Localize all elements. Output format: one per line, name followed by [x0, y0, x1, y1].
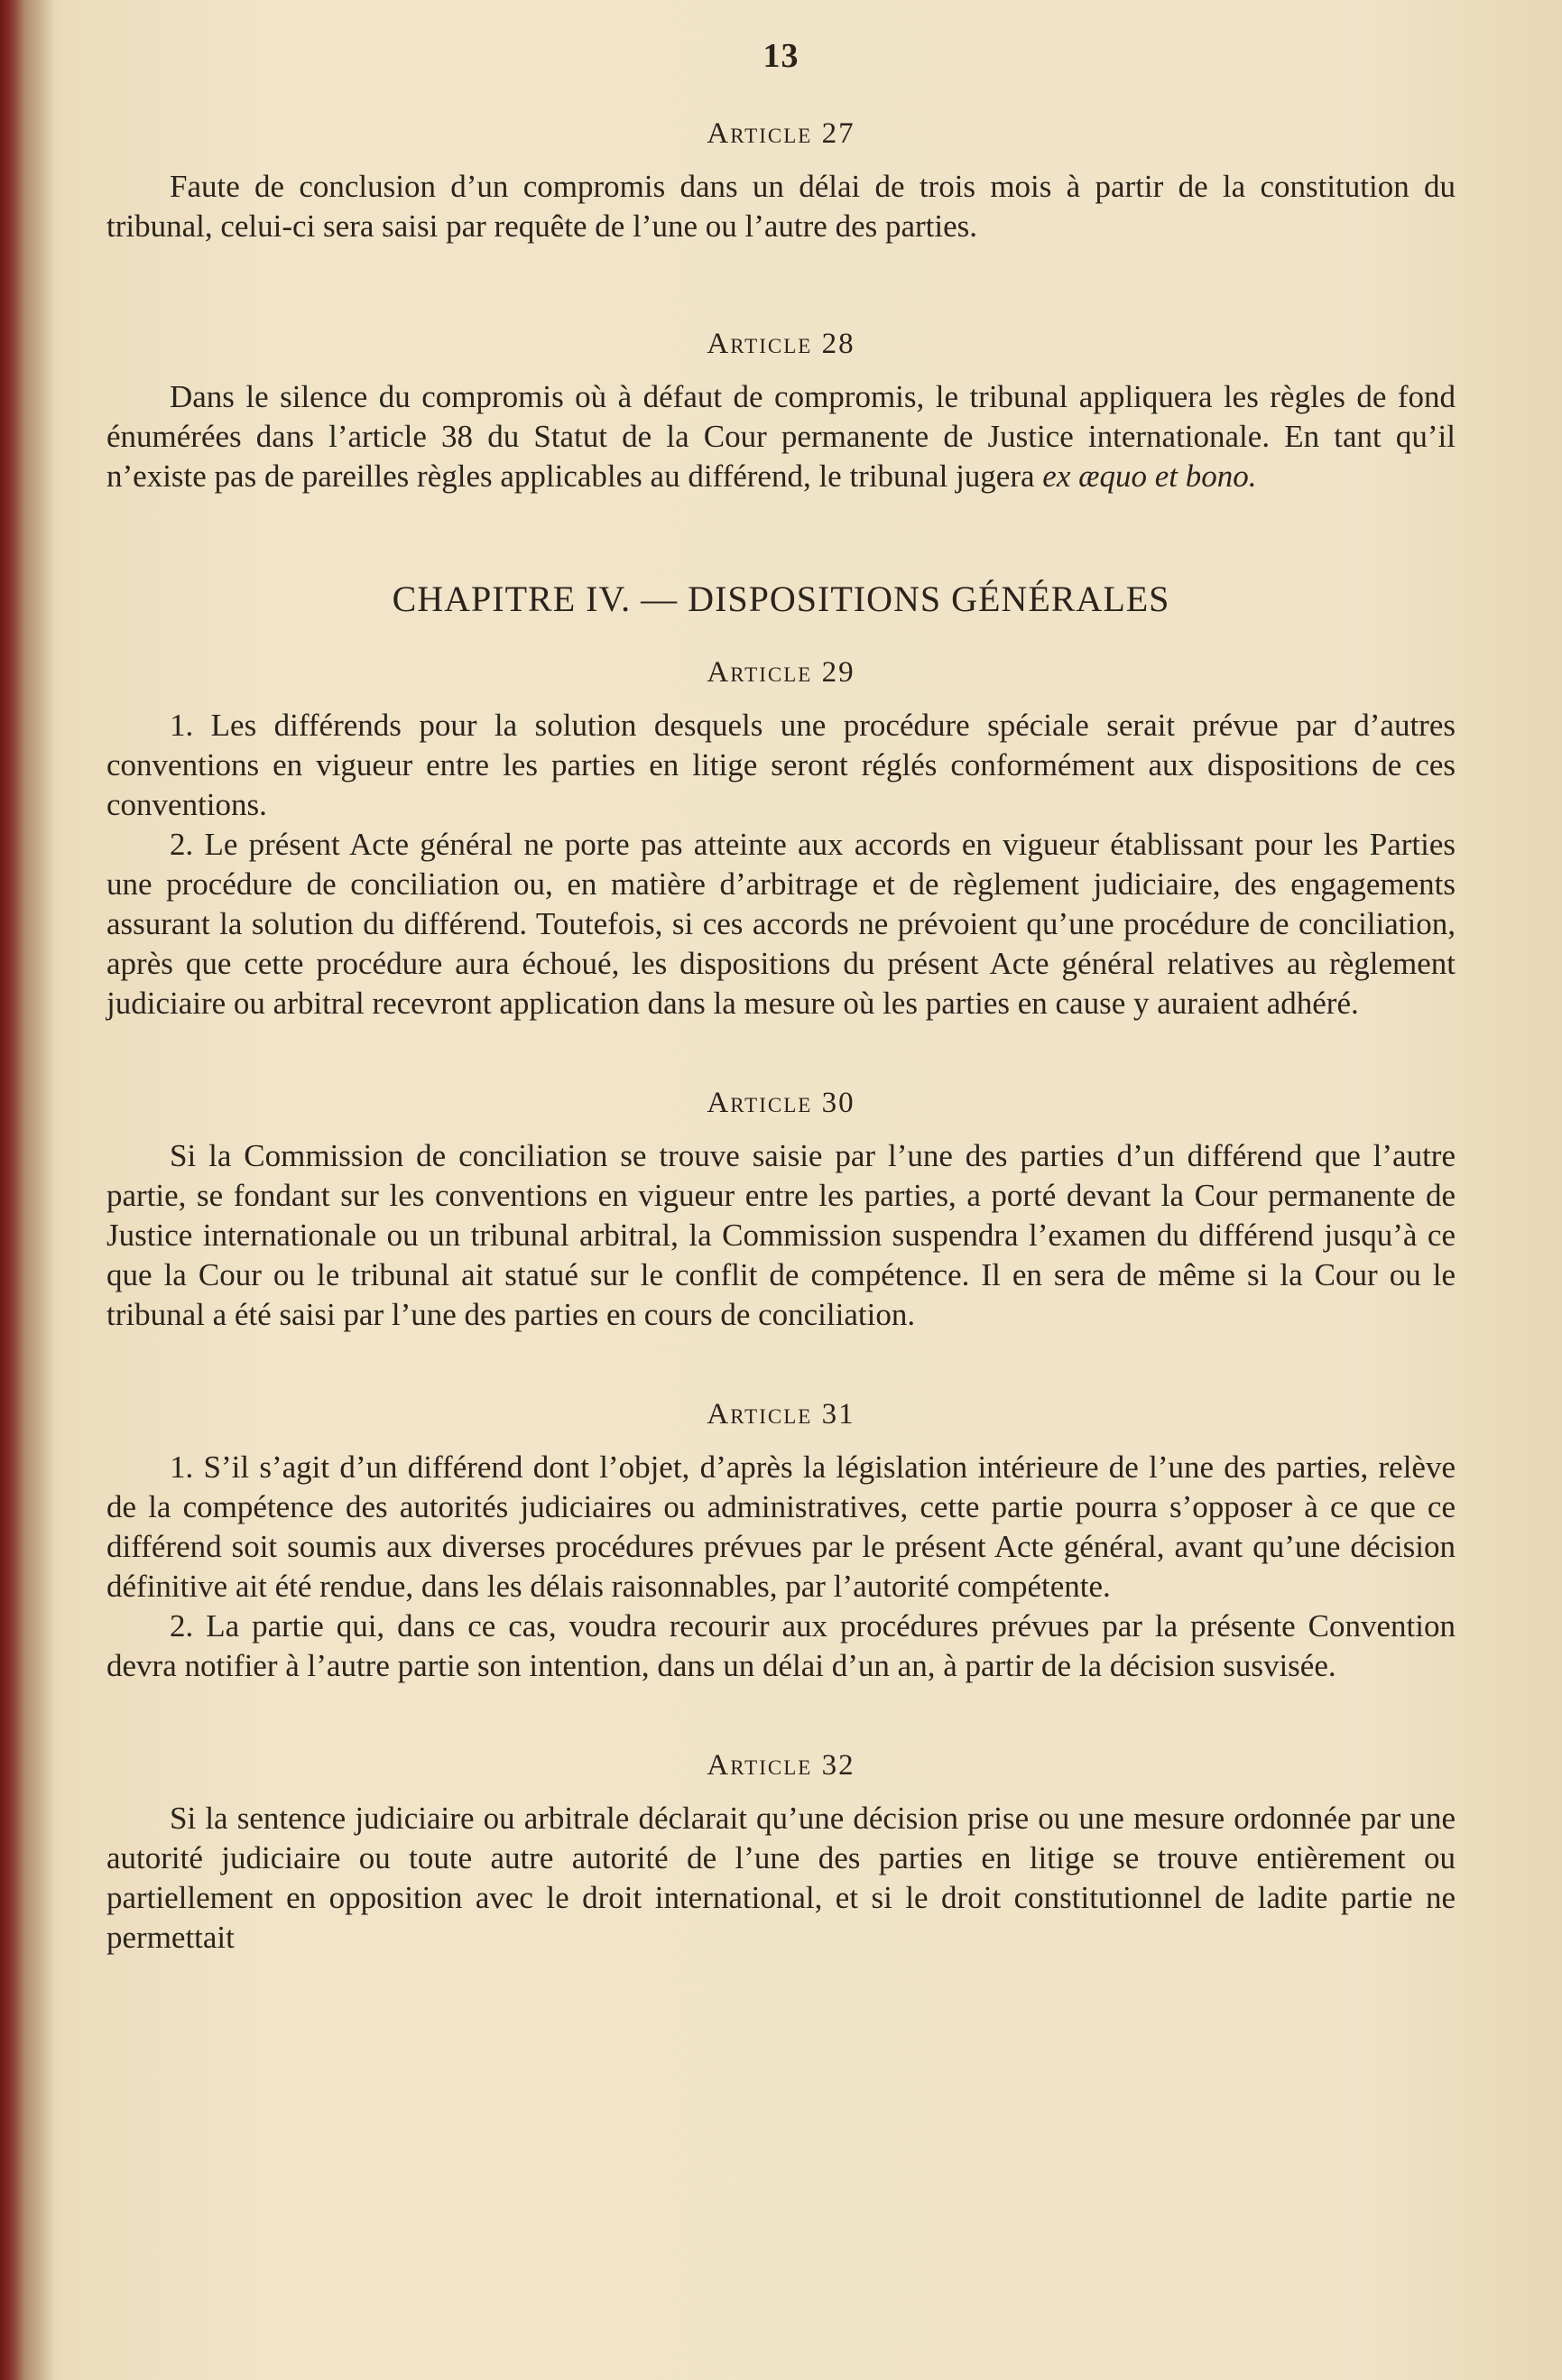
article-paragraph: Si la sentence judiciaire ou arbitrale déclarait qu’une décision prise ou une mesure ordonnée par une autorité judiciaire ou toute autre autorité de l’une des parties en litige se trouve entièrement ou partiellement en opposition avec le droit international, et si le droit constitutionnel de ladite partie ne permettait — [106, 1801, 1456, 1955]
article-title: Article 28 — [707, 328, 855, 360]
article-paragraph: 2. Le présent Acte général ne porte pas atteinte aux accords en vigueur établissant pour les Parties une procédure de conciliation ou, en matière d’arbitrage et de règlement judiciaire, des engagements assurant la solution du différend. Toutefois, si ces accords ne prévoient qu’une procédure de conciliation, après que cette procédure aura échoué, les dispositions du présent Acte général relatives au règlement judiciaire ou arbitral recevront application dans la mesure où les parties en cause y auraient adhéré. — [106, 827, 1456, 1021]
article-title: Article 30 — [707, 1087, 855, 1119]
article-paragraph: Faute de conclusion d’un compromis dans un délai de trois mois à partir de la constitution du tribunal, celui-ci sera saisi par requête de l’une ou l’autre des parties. — [106, 169, 1456, 244]
page-content — [106, 36, 1456, 1958]
article-title: Article 31 — [707, 1398, 855, 1431]
article-title: Article 32 — [707, 1749, 855, 1782]
article-paragraph: Si la Commission de conciliation se trouve saisie par l’une des parties d’un différend que l’autre partie, se fondant sur les conventions en vigueur entre les parties, a porté devant la Cour permanente de Justice internationale ou un tribunal arbitral, la Commission suspendra l’examen du différend jusqu’à ce que la Cour ou le tribunal ait statué sur le conflit de compétence. Il en sera de même si la Cour ou le tribunal a été saisi par l’une des parties en cours de conciliation. — [106, 1138, 1456, 1332]
article-28 — [106, 328, 1456, 496]
article-paragraph: 1. Les différends pour la solution desquels une procédure spéciale serait prévue par d’autres conventions en vigueur entre les parties en litige seront réglés conformément aux dispositions de ces conventions. — [106, 708, 1456, 822]
latin-phrase: ex æquo et bono. — [1042, 458, 1257, 494]
page-number: 13 — [763, 37, 799, 75]
paragraph-text: Dans le silence du compromis où à défaut de compromis, le tribunal appliquera les règles de fond énumérées dans l’article 38 du Statut de la Cour permanente de Justice internationale. En tant qu’il n’existe pas de pareilles règles applicables au différend, le tribunal jugera — [106, 379, 1456, 494]
article-paragraph: 1. S’il s’agit d’un différend dont l’objet, d’après la législation intérieure de l’une des parties, relève de la compétence des autorités judiciaires ou administratives, cette partie pourra s’opposer à ce que ce différend soit soumis aux diverses procédures prévues par le présent Acte général, avant qu’une décision définitive ait été rendue, dans les délais raisonnables, par l’autorité compétente. — [106, 1449, 1456, 1604]
article-title: Article 27 — [707, 117, 855, 150]
article-32 — [106, 1749, 1456, 1958]
article-27 — [106, 117, 1456, 246]
article-title: Article 29 — [707, 656, 855, 689]
article-29 — [106, 656, 1456, 1023]
article-paragraph — [106, 377, 1456, 496]
article-30 — [106, 1087, 1456, 1335]
article-paragraph: 2. La partie qui, dans ce cas, voudra recourir aux procédures prévues par la présente Convention devra notifier à l’autre partie son intention, dans un délai d’un an, à partir de la décision susvisée. — [106, 1608, 1456, 1683]
article-31 — [106, 1398, 1456, 1686]
chapter-title: CHAPITRE IV. — DISPOSITIONS GÉNÉRALES — [392, 579, 1170, 619]
